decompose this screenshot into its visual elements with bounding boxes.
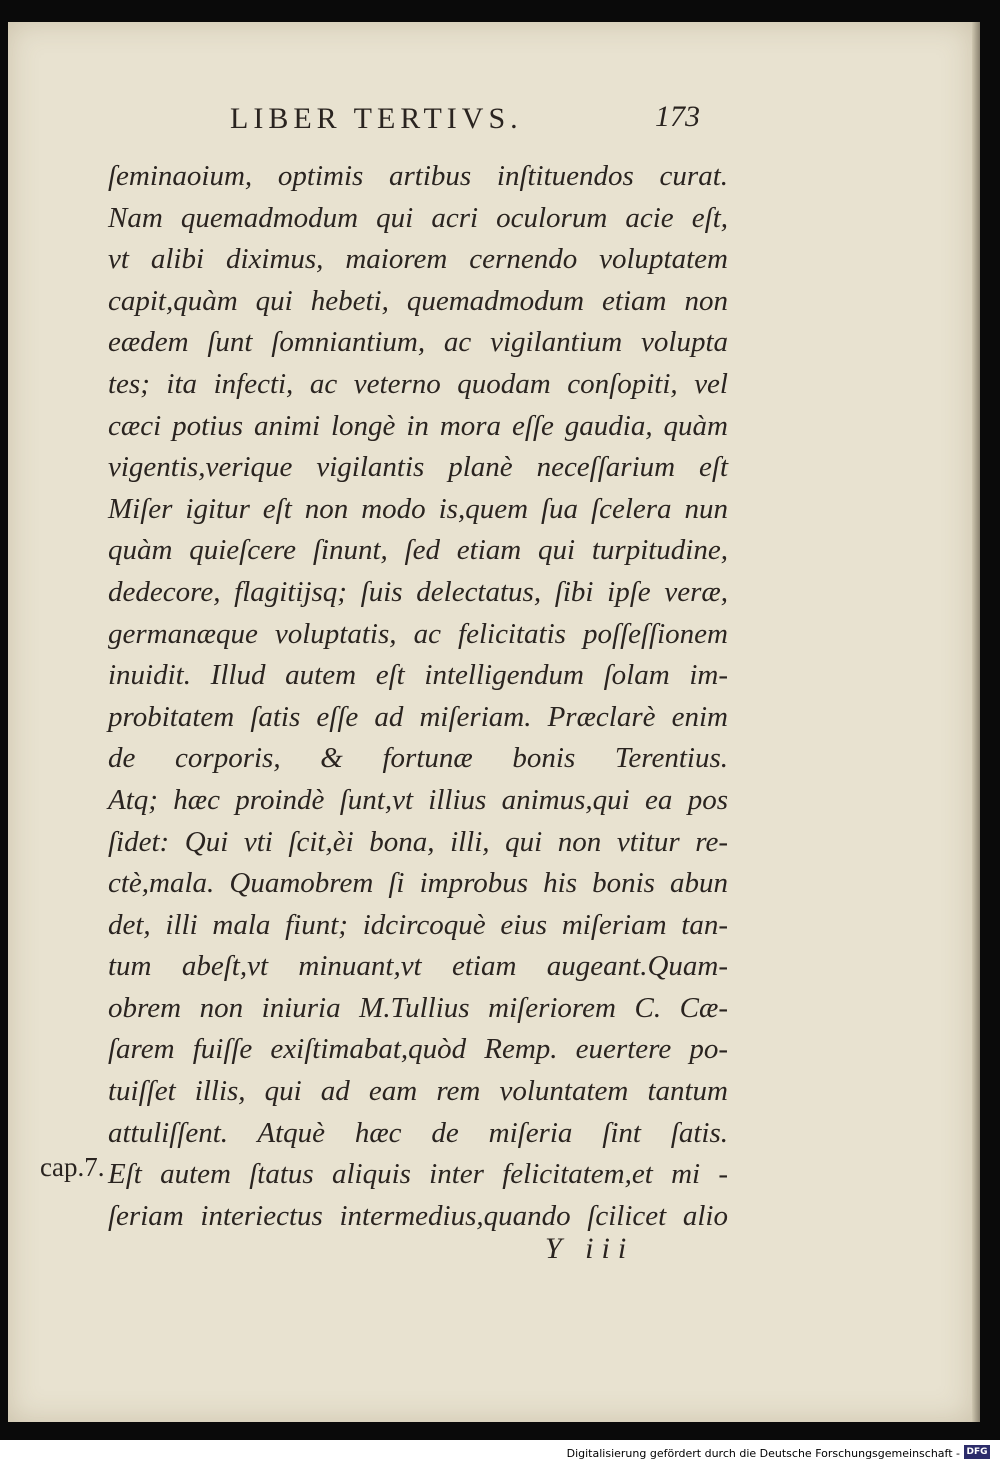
text-line: det, illi mala fiunt; idcircoquè eius miſeriam tan- <box>108 908 728 941</box>
text-line: tes; ita infecti, ac veterno quodam conſopiti, vel <box>108 367 728 400</box>
text-line: ſeriam interiectus intermedius,quando ſcilicet alio <box>108 1199 728 1232</box>
running-title: LIBER TERTIVS. <box>230 102 523 135</box>
text-line: de corporis, & fortunæ bonis Terentius. <box>108 742 728 775</box>
text-line: probitatem ſatis eſſe ad miſeriam. Præclarè enim <box>108 700 728 733</box>
body-text <box>108 156 728 1237</box>
text-line: capit,quàm qui hebeti, quemadmodum etiam non <box>108 284 728 317</box>
text-line: ſarem fuiſſe exiſtimabat,quòd Remp. euertere po- <box>108 1033 728 1066</box>
text-line: inuidit. Illud autem eſt intelligendum ſolam im- <box>108 659 728 692</box>
text-line: vigentis,verique vigilantis planè neceſſarium eſt <box>108 451 728 484</box>
text-line: tum abeſt,vt minuant,vt etiam augeant.Quam- <box>108 950 728 983</box>
funding-credit: Digitalisierung gefördert durch die Deutsche Forschungsgemeinschaft - <box>566 1447 960 1460</box>
marginal-note: cap.7. <box>40 1152 105 1182</box>
text-line: ſidet: Qui vti ſcit,èi bona, illi, qui non vtitur re- <box>108 825 728 858</box>
text-line: dedecore, flagitijsq; ſuis delectatus, ſibi ipſe veræ, <box>108 575 728 608</box>
text-line: tuiſſet illis, qui ad eam rem voluntatem tantum <box>108 1075 728 1108</box>
page-edge <box>972 22 980 1422</box>
text-line: quàm quieſcere ſinunt, ſed etiam qui turpitudine, <box>108 534 728 567</box>
text-line: eædem ſunt ſomniantium, ac vigilantium volupta <box>108 326 728 359</box>
text-line: cæci potius animi longè in mora eſſe gaudia, quàm <box>108 409 728 442</box>
text-line: Atq; hæc proindè ſunt,vt illius animus,qui ea pos <box>108 783 728 816</box>
text-line: Nam quemadmodum qui acri oculorum acie eſt, <box>108 201 728 234</box>
page-number: 173 <box>655 100 700 133</box>
text-line: obrem non iniuria M.Tullius miſeriorem C. Cæ- <box>108 991 728 1024</box>
footer-bar <box>0 1440 1000 1465</box>
text-line: ctè,mala. Quamobrem ſi improbus his bonis abun <box>108 867 728 900</box>
text-line: Miſer igitur eſt non modo is,quem ſua ſcelera nun <box>108 492 728 525</box>
text-line: ſeminaoium, optimis artibus inſtituendos curat. <box>108 160 728 192</box>
dfg-logo: DFG <box>964 1445 990 1459</box>
text-line: attuliſſent. Atquè hæc de miſeria ſint ſatis. <box>108 1116 728 1149</box>
text-line: vt alibi diximus, maiorem cernendo voluptatem <box>108 243 728 276</box>
text-line: Eſt autem ſtatus aliquis inter felicitatem,et mi - <box>108 1158 728 1191</box>
signature-mark: Y iii <box>545 1232 635 1265</box>
text-line: germanæque voluptatis, ac felicitatis poſſeſſionem <box>108 617 728 650</box>
